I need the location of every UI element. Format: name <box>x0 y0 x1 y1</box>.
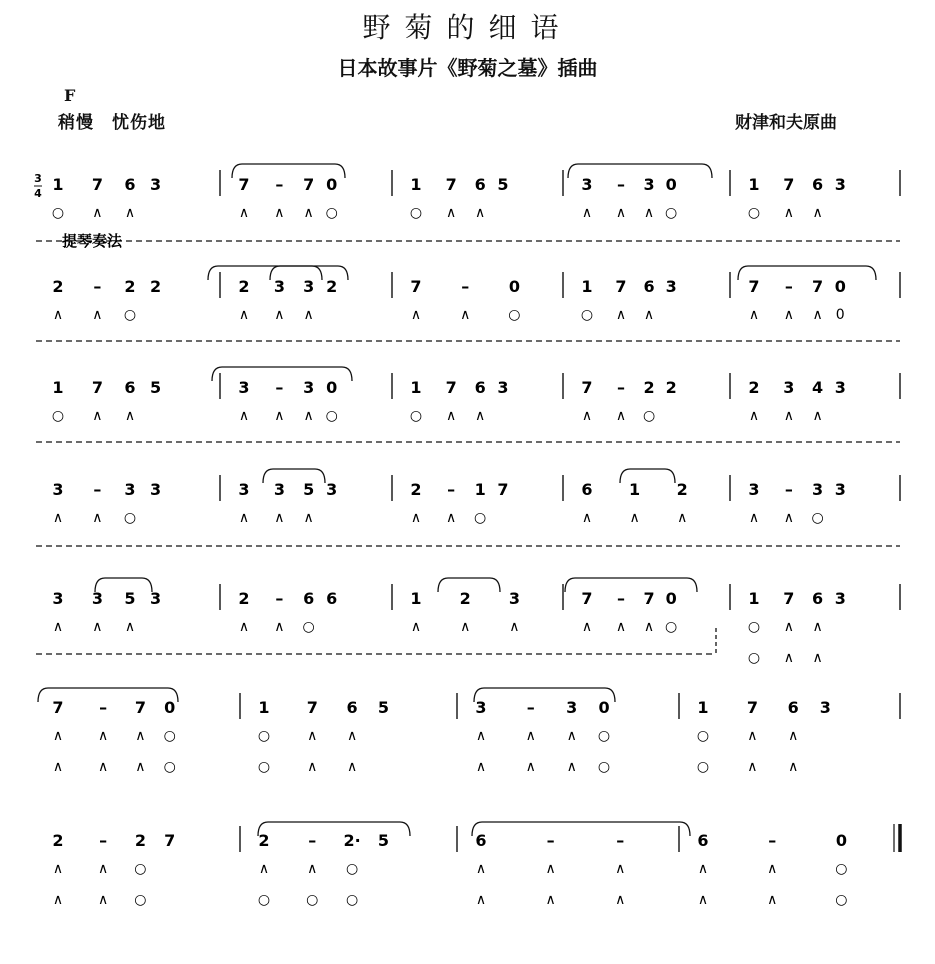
note: 3 <box>819 698 831 717</box>
note: 5 <box>377 831 390 850</box>
open-string-symbol: ○ <box>346 861 359 877</box>
note: 7 <box>306 698 318 717</box>
note: 4 <box>812 378 824 397</box>
bow-accent-symbol: ∧ <box>581 205 593 221</box>
note: 2 <box>665 378 677 397</box>
bow-accent-symbol: ∧ <box>643 205 655 221</box>
bow-accent-symbol: ∧ <box>98 892 109 908</box>
bow-accent-symbol: ∧ <box>446 510 457 526</box>
bow-accent-symbol: ∧ <box>346 728 358 744</box>
note: – <box>617 378 625 397</box>
note: 3 <box>834 175 846 194</box>
open-string-symbol: ○ <box>696 728 710 744</box>
open-string-symbol: ○ <box>665 619 678 635</box>
bow-accent-symbol: ∧ <box>566 728 577 744</box>
note: 3 <box>238 480 250 499</box>
note: 5 <box>377 698 390 717</box>
note: 6 <box>475 831 487 850</box>
note: 7 <box>410 277 422 296</box>
open-string-symbol: ○ <box>747 205 761 221</box>
bow-accent-symbol: ∧ <box>410 510 422 526</box>
open-string-symbol: ○ <box>474 510 487 526</box>
open-string-symbol: ○ <box>835 892 848 908</box>
note: 0 <box>834 277 846 296</box>
note: – <box>275 378 284 397</box>
note: – <box>275 175 284 194</box>
bow-accent-symbol: ∧ <box>98 728 109 744</box>
note: 1 <box>748 175 760 194</box>
time-signature-top: 3 <box>34 172 42 185</box>
open-string-symbol: ○ <box>409 408 423 424</box>
note: 3 <box>643 175 655 194</box>
note: 0 <box>665 175 677 194</box>
song-subtitle: 日本故事片《野菊之墓》插曲 <box>337 56 598 80</box>
note: 6 <box>812 175 824 194</box>
bow-accent-symbol: ∧ <box>307 728 318 744</box>
open-string-symbol: ○ <box>257 892 271 908</box>
open-string-symbol: ○ <box>163 759 176 775</box>
note: 7 <box>52 698 64 717</box>
note: 0 <box>835 831 847 850</box>
open-string-symbol: ○ <box>257 759 271 775</box>
note: 1 <box>474 480 486 499</box>
note: 6 <box>812 589 824 608</box>
bow-accent-symbol: ∧ <box>509 619 520 635</box>
note: 0 <box>665 589 677 608</box>
note: 2 <box>410 480 422 499</box>
note: – <box>784 277 793 296</box>
open-string-symbol: ○ <box>302 619 315 635</box>
open-string-symbol: ○ <box>409 205 423 221</box>
bow-accent-symbol: ∧ <box>629 510 640 526</box>
note: 7 <box>164 831 176 850</box>
open-string-symbol: ○ <box>747 650 761 666</box>
bow-accent-symbol: ∧ <box>566 759 577 775</box>
time-signature-bottom: 4 <box>34 187 42 200</box>
bow-accent-symbol: ∧ <box>783 205 794 221</box>
bow-accent-symbol: ∧ <box>783 619 794 635</box>
note: 2· <box>343 831 361 850</box>
bow-accent-symbol: ∧ <box>303 408 314 424</box>
bow-accent-symbol: ∧ <box>92 205 103 221</box>
bow-accent-symbol: ∧ <box>767 861 778 877</box>
bow-accent-symbol: ∧ <box>124 408 136 424</box>
bow-accent-symbol: ∧ <box>783 307 794 323</box>
bow-accent-symbol: ∧ <box>303 205 314 221</box>
bow-accent-symbol: ∧ <box>346 759 358 775</box>
note: 3 <box>748 480 760 499</box>
note: 6 <box>303 589 315 608</box>
bow-accent-symbol: ∧ <box>52 728 64 744</box>
note: 3 <box>834 589 846 608</box>
note: 7 <box>91 175 103 194</box>
bow-accent-symbol: ∧ <box>410 307 422 323</box>
note: 2 <box>676 480 688 499</box>
tempo-marking: 稍慢 忧伤地 <box>58 113 166 133</box>
bow-accent-symbol: ∧ <box>643 619 655 635</box>
bow-accent-symbol: ∧ <box>788 728 799 744</box>
bow-accent-symbol: ∧ <box>92 510 103 526</box>
bow-accent-symbol: ∧ <box>446 205 457 221</box>
open-string-symbol: ○ <box>642 408 656 424</box>
note: 1 <box>697 698 709 717</box>
note: 7 <box>748 277 760 296</box>
note: 6 <box>326 589 338 608</box>
note: – <box>768 831 777 850</box>
bow-accent-symbol: ∧ <box>812 408 823 424</box>
bow-accent-symbol: ∧ <box>92 408 103 424</box>
open-string-symbol: ○ <box>325 408 338 424</box>
note: 7 <box>303 175 315 194</box>
bow-accent-symbol: ∧ <box>475 728 487 744</box>
note: – <box>784 480 793 499</box>
bow-accent-symbol: ∧ <box>238 205 250 221</box>
bow-accent-symbol: ∧ <box>124 619 136 635</box>
note: 0 <box>164 698 176 717</box>
note: 7 <box>643 589 655 608</box>
bow-accent-symbol: ∧ <box>238 408 250 424</box>
bow-accent-symbol: ∧ <box>274 619 285 635</box>
note: 5 <box>150 378 162 397</box>
note: 3 <box>303 277 315 296</box>
note: 7 <box>445 378 457 397</box>
note: 7 <box>134 698 146 717</box>
bow-accent-symbol: ∧ <box>258 861 270 877</box>
note: 7 <box>581 589 593 608</box>
fingering-symbol: 0 <box>835 307 845 323</box>
bow-accent-symbol: ∧ <box>460 619 471 635</box>
open-string-symbol: ○ <box>163 728 176 744</box>
note: 2 <box>52 277 64 296</box>
note: 3 <box>303 378 315 397</box>
bow-accent-symbol: ∧ <box>460 307 471 323</box>
open-string-symbol: ○ <box>325 205 338 221</box>
open-string-symbol: ○ <box>257 728 271 744</box>
note: 2 <box>258 831 270 850</box>
note: 1 <box>52 378 64 397</box>
bow-accent-symbol: ∧ <box>615 205 627 221</box>
note: 3 <box>834 378 846 397</box>
bow-accent-symbol: ∧ <box>52 619 64 635</box>
open-string-symbol: ○ <box>51 408 65 424</box>
bow-accent-symbol: ∧ <box>615 408 627 424</box>
note: 1 <box>629 480 641 499</box>
bow-accent-symbol: ∧ <box>238 619 250 635</box>
open-string-symbol: ○ <box>123 307 137 323</box>
bow-accent-symbol: ∧ <box>812 307 823 323</box>
bow-accent-symbol: ∧ <box>783 510 794 526</box>
note: 6 <box>124 378 136 397</box>
open-string-symbol: ○ <box>123 510 137 526</box>
note: 6 <box>697 831 709 850</box>
note: 3 <box>238 378 250 397</box>
note: 3 <box>812 480 824 499</box>
open-string-symbol: ○ <box>835 861 848 877</box>
note: 2 <box>459 589 471 608</box>
bow-accent-symbol: ∧ <box>98 861 109 877</box>
note: 0 <box>508 277 520 296</box>
bow-accent-symbol: ∧ <box>274 205 285 221</box>
note: – <box>308 831 317 850</box>
bow-accent-symbol: ∧ <box>135 728 146 744</box>
bow-accent-symbol: ∧ <box>788 759 799 775</box>
bow-accent-symbol: ∧ <box>52 307 64 323</box>
bow-accent-symbol: ∧ <box>783 408 794 424</box>
note: – <box>617 589 625 608</box>
bow-accent-symbol: ∧ <box>615 619 627 635</box>
bow-accent-symbol: ∧ <box>475 759 487 775</box>
note: 6 <box>643 277 655 296</box>
bow-accent-symbol: ∧ <box>697 892 709 908</box>
note: 6 <box>787 698 799 717</box>
note: 1 <box>748 589 760 608</box>
bow-accent-symbol: ∧ <box>812 650 823 666</box>
note: 3 <box>52 480 64 499</box>
bow-accent-symbol: ∧ <box>748 307 760 323</box>
bow-accent-symbol: ∧ <box>581 619 593 635</box>
bow-accent-symbol: ∧ <box>475 892 487 908</box>
note: 6 <box>474 175 486 194</box>
bow-accent-symbol: ∧ <box>303 510 314 526</box>
note: 0 <box>326 175 338 194</box>
bow-accent-symbol: ∧ <box>238 510 250 526</box>
note: 3 <box>273 277 285 296</box>
bow-accent-symbol: ∧ <box>52 510 64 526</box>
note: 3 <box>150 589 162 608</box>
note: 3 <box>566 698 578 717</box>
bow-accent-symbol: ∧ <box>238 307 250 323</box>
open-string-symbol: ○ <box>134 892 147 908</box>
note: 1 <box>410 378 422 397</box>
bow-accent-symbol: ∧ <box>303 307 314 323</box>
bow-accent-symbol: ∧ <box>52 861 64 877</box>
bow-accent-symbol: ∧ <box>748 408 760 424</box>
note: 5 <box>124 589 136 608</box>
note: 3 <box>273 480 285 499</box>
note: 1 <box>410 175 422 194</box>
open-string-symbol: ○ <box>811 510 824 526</box>
note: 3 <box>326 480 338 499</box>
bow-accent-symbol: ∧ <box>124 205 136 221</box>
note: 2 <box>150 277 162 296</box>
open-string-symbol: ○ <box>134 861 147 877</box>
note: 2 <box>643 378 655 397</box>
open-string-symbol: ○ <box>597 728 611 744</box>
bow-accent-symbol: ∧ <box>92 307 103 323</box>
bow-accent-symbol: ∧ <box>812 205 823 221</box>
bow-accent-symbol: ∧ <box>615 861 626 877</box>
bow-accent-symbol: ∧ <box>748 510 760 526</box>
bow-accent-symbol: ∧ <box>747 728 758 744</box>
note: – <box>617 175 625 194</box>
bow-accent-symbol: ∧ <box>274 408 285 424</box>
note: 3 <box>508 589 520 608</box>
open-string-symbol: ○ <box>51 205 65 221</box>
note: 2 <box>124 277 136 296</box>
note: 7 <box>783 589 795 608</box>
note: 7 <box>238 175 250 194</box>
note: 1 <box>410 589 422 608</box>
bow-accent-symbol: ∧ <box>677 510 688 526</box>
open-string-symbol: ○ <box>580 307 594 323</box>
note: 2 <box>52 831 64 850</box>
note: – <box>275 589 284 608</box>
bow-accent-symbol: ∧ <box>98 759 109 775</box>
note: 6 <box>581 480 593 499</box>
note: 7 <box>746 698 758 717</box>
bow-accent-symbol: ∧ <box>52 892 64 908</box>
slur <box>472 822 690 836</box>
bow-accent-symbol: ∧ <box>52 759 64 775</box>
bow-accent-symbol: ∧ <box>812 619 823 635</box>
note: 3 <box>124 480 136 499</box>
open-string-symbol: ○ <box>747 619 761 635</box>
note: 0 <box>326 378 338 397</box>
bow-accent-symbol: ∧ <box>92 619 103 635</box>
note: 1 <box>258 698 270 717</box>
open-string-symbol: ○ <box>696 759 710 775</box>
bow-accent-symbol: ∧ <box>643 307 655 323</box>
note: 3 <box>91 589 103 608</box>
bow-accent-symbol: ∧ <box>274 307 285 323</box>
note: 5 <box>497 175 509 194</box>
open-string-symbol: ○ <box>597 759 611 775</box>
bow-accent-symbol: ∧ <box>475 861 487 877</box>
bow-accent-symbol: ∧ <box>767 892 778 908</box>
note: – <box>93 480 102 499</box>
bow-accent-symbol: ∧ <box>307 759 318 775</box>
bow-accent-symbol: ∧ <box>446 408 457 424</box>
key-signature: F <box>64 86 76 105</box>
note: 1 <box>52 175 64 194</box>
note: 5 <box>303 480 315 499</box>
bow-accent-symbol: ∧ <box>545 892 556 908</box>
bow-accent-symbol: ∧ <box>783 650 794 666</box>
note: 3 <box>52 589 64 608</box>
bow-accent-symbol: ∧ <box>615 307 627 323</box>
bow-accent-symbol: ∧ <box>525 759 536 775</box>
open-string-symbol: ○ <box>665 205 678 221</box>
note: 6 <box>474 378 486 397</box>
note: 7 <box>445 175 457 194</box>
note: 2 <box>238 589 250 608</box>
note: 7 <box>783 175 795 194</box>
note: 3 <box>150 480 162 499</box>
note: 7 <box>497 480 509 499</box>
bow-accent-symbol: ∧ <box>525 728 536 744</box>
note: 2 <box>326 277 338 296</box>
note: 1 <box>581 277 593 296</box>
note: – <box>99 698 108 717</box>
note: 2 <box>748 378 760 397</box>
note: – <box>461 277 470 296</box>
note: 3 <box>497 378 509 397</box>
bow-accent-symbol: ∧ <box>697 861 709 877</box>
slur <box>474 688 615 702</box>
note: – <box>616 831 625 850</box>
note: – <box>526 698 535 717</box>
note: – <box>546 831 555 850</box>
note: 7 <box>615 277 627 296</box>
note: 3 <box>150 175 162 194</box>
note: 6 <box>124 175 136 194</box>
bow-accent-symbol: ∧ <box>545 861 556 877</box>
open-string-symbol: ○ <box>508 307 521 323</box>
note: 3 <box>783 378 795 397</box>
bow-accent-symbol: ∧ <box>307 861 318 877</box>
note: 2 <box>134 831 146 850</box>
note: – <box>447 480 456 499</box>
open-string-symbol: ○ <box>346 892 359 908</box>
note: 7 <box>581 378 593 397</box>
song-title: 野菊的细语 <box>362 11 573 44</box>
slur <box>263 469 325 483</box>
note: – <box>99 831 108 850</box>
bow-accent-symbol: ∧ <box>475 205 486 221</box>
note: 6 <box>346 698 358 717</box>
note: 7 <box>91 378 103 397</box>
bow-accent-symbol: ∧ <box>747 759 758 775</box>
note: 3 <box>581 175 593 194</box>
note: 7 <box>812 277 824 296</box>
bow-accent-symbol: ∧ <box>581 510 593 526</box>
note: 2 <box>238 277 250 296</box>
bow-accent-symbol: ∧ <box>410 619 422 635</box>
composer-credit: 财津和夫原曲 <box>735 113 837 133</box>
bow-accent-symbol: ∧ <box>274 510 285 526</box>
open-string-symbol: ○ <box>306 892 319 908</box>
note: – <box>93 277 102 296</box>
note: 0 <box>598 698 610 717</box>
note: 3 <box>665 277 677 296</box>
bow-accent-symbol: ∧ <box>615 892 626 908</box>
bow-accent-symbol: ∧ <box>475 408 486 424</box>
note: 3 <box>475 698 487 717</box>
bow-accent-symbol: ∧ <box>135 759 146 775</box>
bow-accent-symbol: ∧ <box>581 408 593 424</box>
note: 3 <box>834 480 846 499</box>
technique-label: 提琴奏法 <box>62 232 123 250</box>
